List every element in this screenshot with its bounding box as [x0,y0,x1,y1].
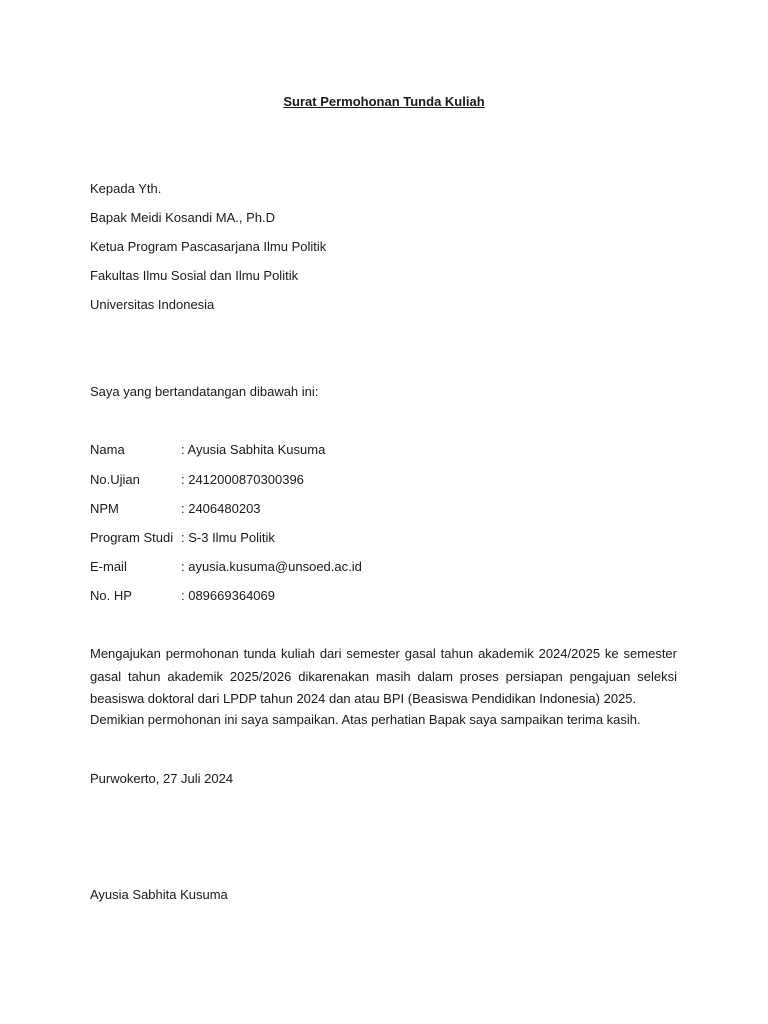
addressee-faculty: Fakultas Ilmu Sosial dan Ilmu Politik [90,268,299,283]
addressee-university: Universitas Indonesia [90,297,215,312]
field-label: Nama [90,442,125,457]
field-label: No.Ujian [90,472,140,487]
field-value: : 2412000870300396 [181,472,304,487]
signatory-name: Ayusia Sabhita Kusuma [90,887,228,902]
field-label: NPM [90,501,119,516]
field-label: Program Studi [90,530,174,545]
addressee-position: Ketua Program Pascasarjana Ilmu Politik [90,239,327,254]
document-title: Surat Permohonan Tunda Kuliah [283,94,485,109]
field-label: No. HP [90,588,132,603]
field-value: : S-3 Ilmu Politik [181,530,275,545]
addressee-greeting: Kepada Yth. [90,181,162,196]
field-label: E-mail [90,559,127,574]
field-value: : 2406480203 [181,501,261,516]
intro-text: Saya yang bertandatangan dibawah ini: [90,384,319,399]
field-value: : 089669364069 [181,588,275,603]
body-paragraph: Mengajukan permohonan tunda kuliah dari semester gasal tahun akademik 2024/2025 ke semester gasal tahun akademik 2025/2026 dikarenakan masih dalam proses persiapan pengajuan seleksi beasiswa doktoral dari LPDP tahun 2024 dan atau BPI (Beasiswa Pendidikan Indonesia) 2025. [90,646,677,706]
addressee-name: Bapak Meidi Kosandi MA., Ph.D [90,210,275,225]
place-date: Purwokerto, 27 Juli 2024 [90,771,234,786]
field-value: : Ayusia Sabhita Kusuma [181,442,326,457]
closing-text: Demikian permohonan ini saya sampaikan. Atas perhatian Bapak saya sampaikan terima kasih. [90,712,641,727]
field-value: : ayusia.kusuma@unsoed.ac.id [181,559,362,574]
